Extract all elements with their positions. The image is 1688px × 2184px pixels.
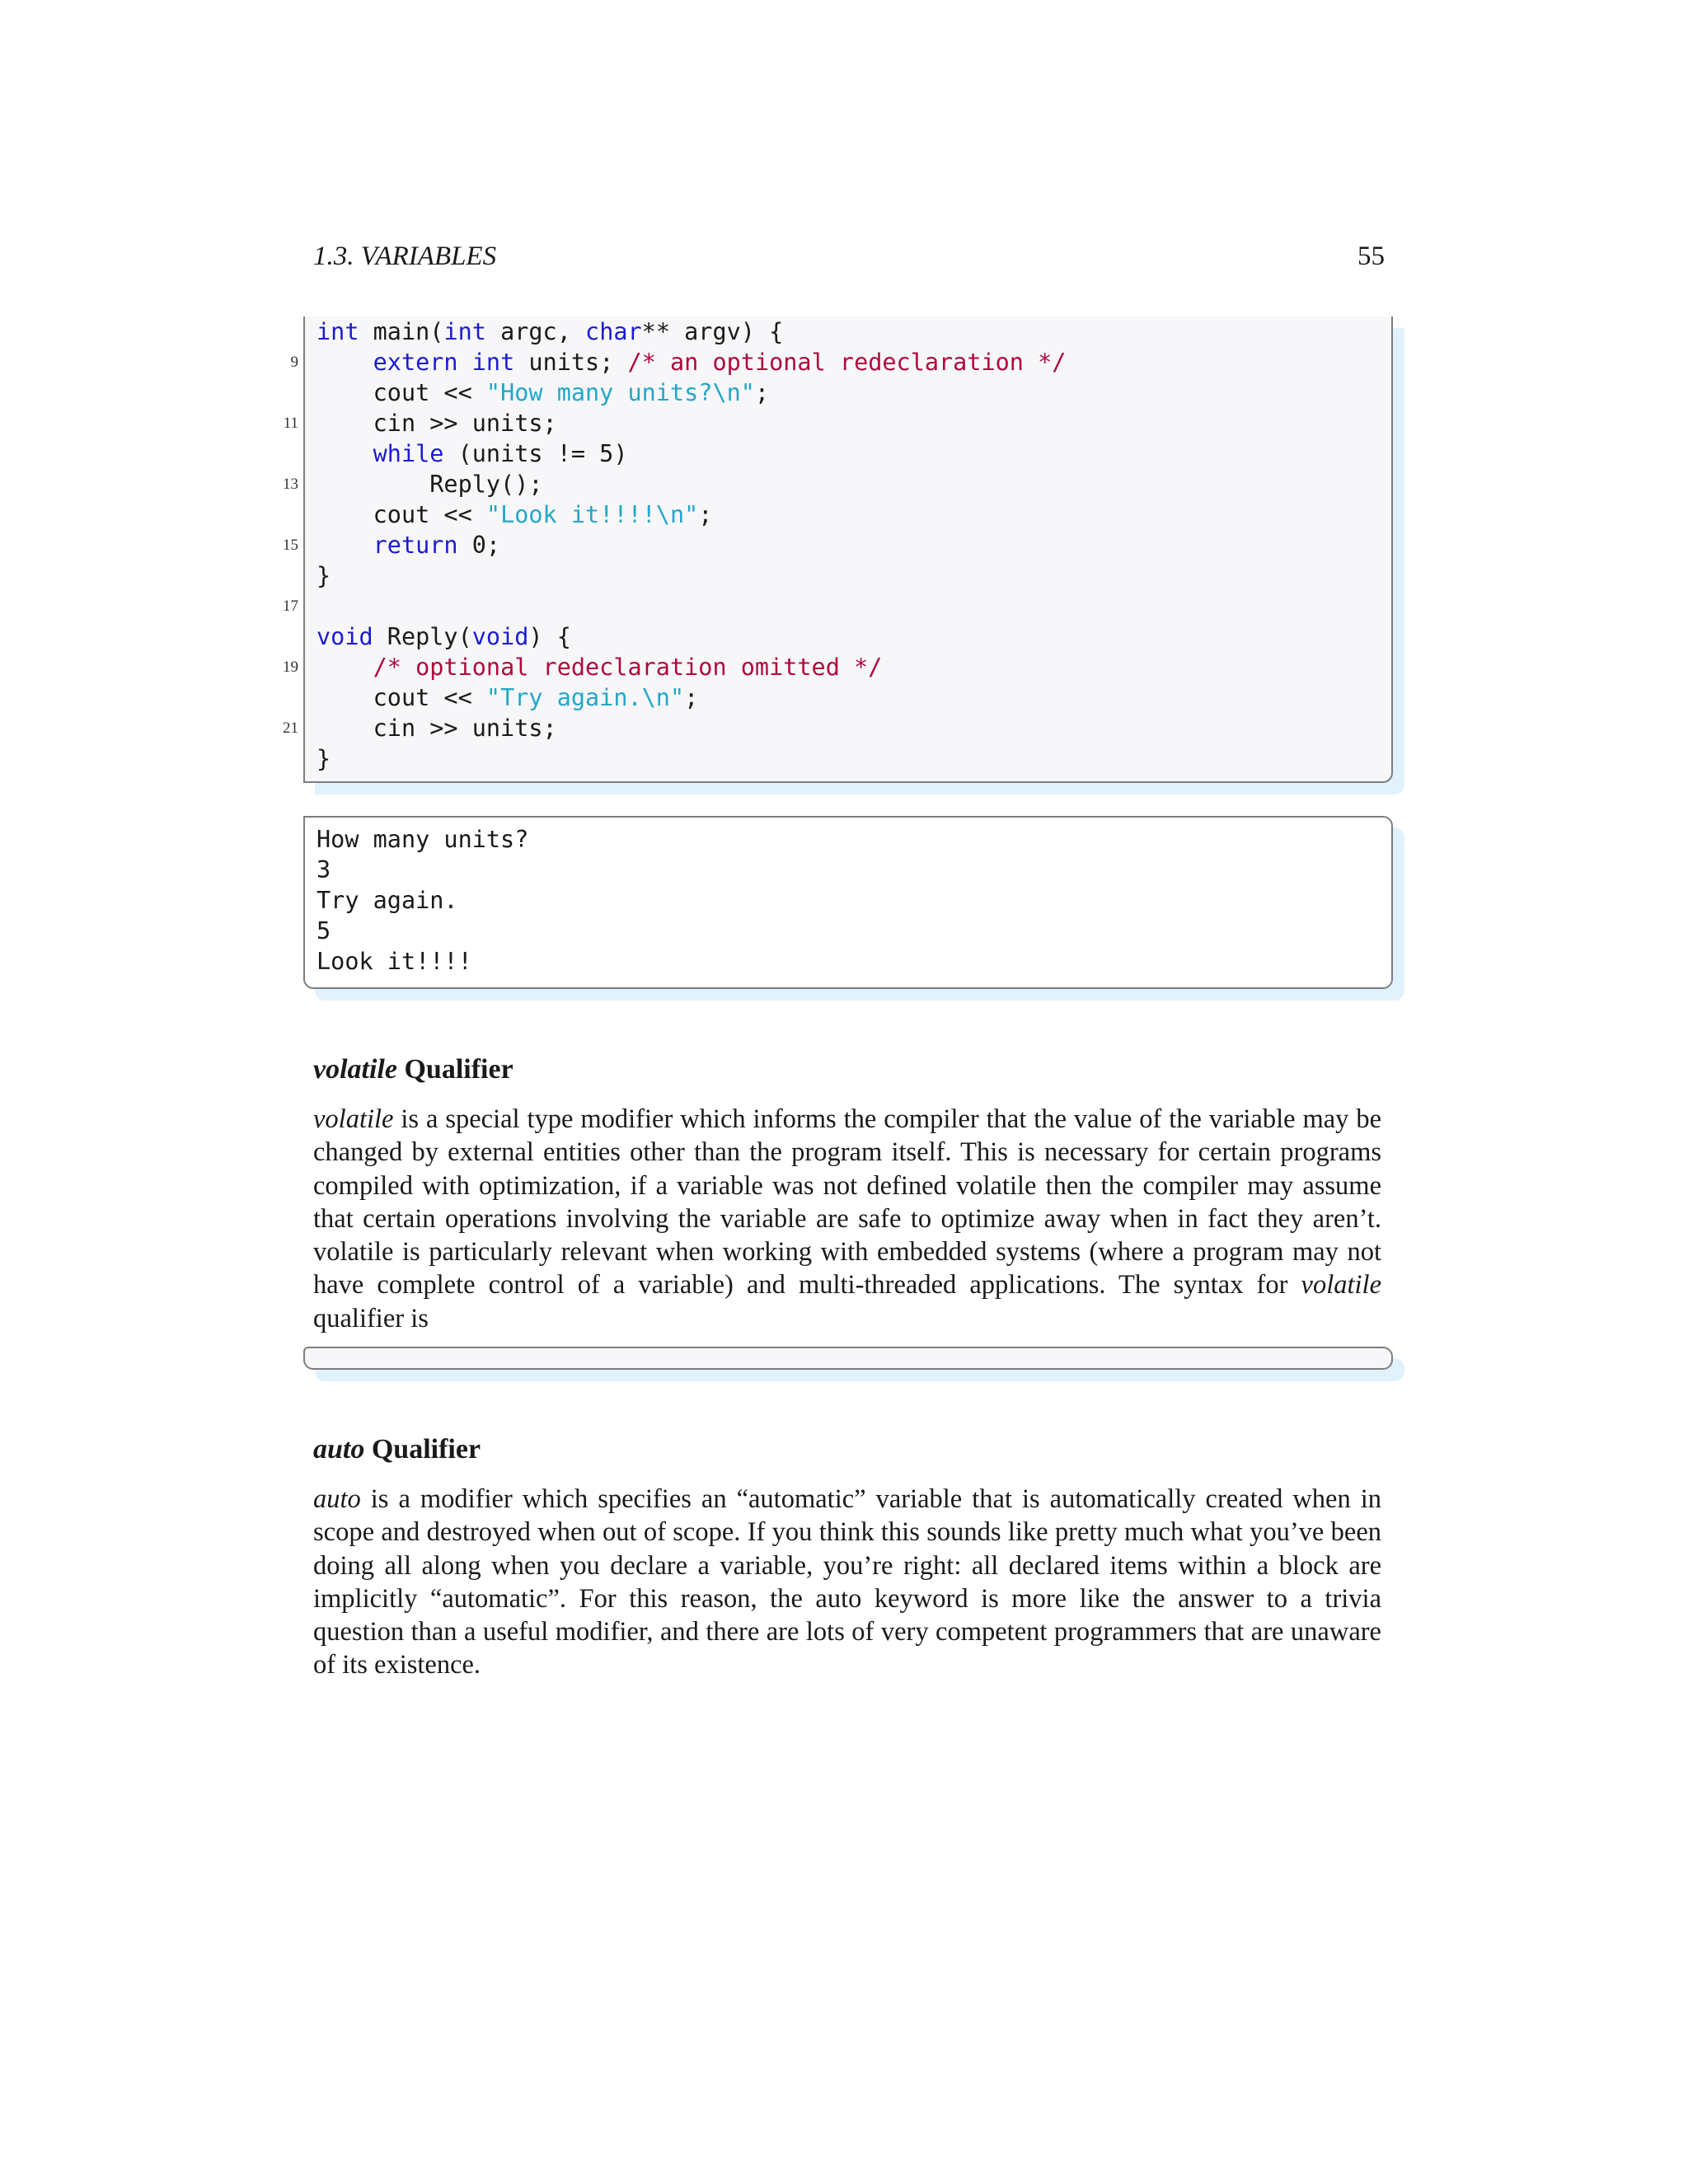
code-keyword: while	[373, 440, 444, 467]
heading-text: Qualifier	[404, 1054, 513, 1085]
code-text: cout <<	[316, 379, 486, 406]
line-number: 15	[283, 537, 298, 554]
code-keyword: int	[443, 318, 486, 345]
code-text: cin >> units;	[316, 715, 557, 742]
code-comment: /* optional redeclaration omitted */	[373, 654, 883, 681]
code-keyword: void	[471, 623, 529, 650]
output-line: 5	[316, 917, 331, 944]
para-body: is a special type modifier which informs the compiler that the value of the variable may be changed by external entities other than the program itself. This is necessary for certain programs compiled with optimization, if a variable was not defined volatile then the compiler may assume that certain operations involving the variable are safe to optimize away when in fact they aren’t. volatile is particularly relevant when working with embedded systems (where a program may not have complete control of a variable) and multi-threaded applications. The syntax for	[313, 1104, 1381, 1301]
code-line	[283, 469, 1391, 499]
code-listing-main	[283, 316, 1393, 783]
line-number: 17	[283, 598, 298, 615]
code-text: cout <<	[316, 684, 486, 711]
code-line	[316, 621, 1391, 652]
code-string: "Look it!!!!\n"	[485, 501, 699, 528]
code-line	[316, 377, 1391, 408]
volatile-heading	[313, 1052, 513, 1088]
code-text: }	[316, 562, 331, 589]
code-line	[283, 408, 1391, 438]
code-text: Reply();	[316, 471, 543, 498]
para-lead-keyword: auto	[313, 1484, 361, 1514]
code-text: ;	[684, 684, 699, 711]
code-keyword: extern	[373, 349, 458, 376]
code-block	[283, 316, 1391, 774]
para-body: is a modifier which specifies an “automatic” variable that is automatically created when in scope and destroyed when out of scope. If you think this sounds like pretty much what you’ve been doing all along when you declare a variable, you’re right: all declared items within a block are implicitly “automatic”. For this reason, the auto keyword is more like the answer to a trivia question than a useful modifier, and there are lots of very competent programmers that are unaware of its existence.	[313, 1484, 1381, 1680]
code-line	[316, 438, 1391, 469]
code-line	[283, 713, 1391, 743]
code-comment: /* an optional redeclaration */	[627, 349, 1067, 376]
output-line: Look it!!!!	[316, 948, 472, 975]
output-line: How many units?	[316, 826, 529, 853]
code-text	[458, 349, 472, 376]
code-text: ** argv) {	[641, 318, 784, 345]
code-text: cin >> units;	[316, 410, 557, 437]
code-text	[316, 654, 373, 681]
line-number: 11	[283, 415, 298, 432]
code-keyword: int	[471, 349, 515, 376]
code-text: Reply(	[373, 623, 472, 650]
code-line	[283, 530, 1391, 560]
code-text	[316, 440, 373, 467]
volatile-paragraph	[313, 1103, 1381, 1335]
code-line	[316, 316, 1391, 347]
code-line	[283, 591, 1391, 621]
para-em-keyword: volatile	[1301, 1270, 1381, 1301]
code-text	[316, 349, 373, 376]
output-line: Try again.	[316, 887, 458, 914]
page-number: 55	[1357, 241, 1385, 271]
code-line	[283, 652, 1391, 682]
code-line	[316, 499, 1391, 530]
code-text: units;	[514, 349, 628, 376]
code-text: }	[316, 745, 331, 772]
code-text: (units != 5)	[443, 440, 628, 467]
code-line	[316, 743, 1391, 774]
para-tail: qualifier is	[313, 1303, 429, 1333]
code-keyword: int	[316, 318, 359, 345]
auto-paragraph	[313, 1483, 1381, 1682]
output-block	[305, 824, 1391, 977]
line-number: 19	[283, 658, 298, 676]
line-number: 13	[283, 476, 298, 493]
code-string: "How many units?\n"	[485, 379, 755, 406]
code-line	[290, 347, 1391, 377]
code-keyword: char	[585, 318, 642, 345]
code-text: 0;	[457, 532, 501, 559]
code-text: cout <<	[316, 501, 486, 528]
code-text: argc,	[485, 318, 586, 345]
code-line	[316, 682, 1391, 713]
code-text	[316, 532, 373, 559]
code-keyword: return	[373, 532, 458, 559]
code-text: ) {	[528, 623, 571, 650]
heading-keyword: auto	[313, 1434, 365, 1465]
code-string: "Try again.\n"	[485, 684, 685, 711]
output-line: 3	[316, 856, 331, 883]
line-number: 21	[283, 719, 298, 737]
code-text: ;	[698, 501, 713, 528]
program-output-listing	[303, 816, 1393, 989]
running-head	[313, 236, 1385, 277]
code-text: ;	[754, 379, 770, 406]
code-keyword: void	[316, 623, 373, 650]
code-line	[316, 560, 1391, 591]
heading-text: Qualifier	[371, 1434, 481, 1465]
para-lead-keyword: volatile	[313, 1104, 394, 1134]
empty-code-listing	[303, 1347, 1393, 1370]
section-title: 1.3. VARIABLES	[313, 241, 497, 271]
auto-heading	[313, 1432, 481, 1468]
code-text: main(	[359, 318, 444, 345]
line-number: 9	[290, 354, 298, 371]
heading-keyword: volatile	[313, 1054, 397, 1085]
